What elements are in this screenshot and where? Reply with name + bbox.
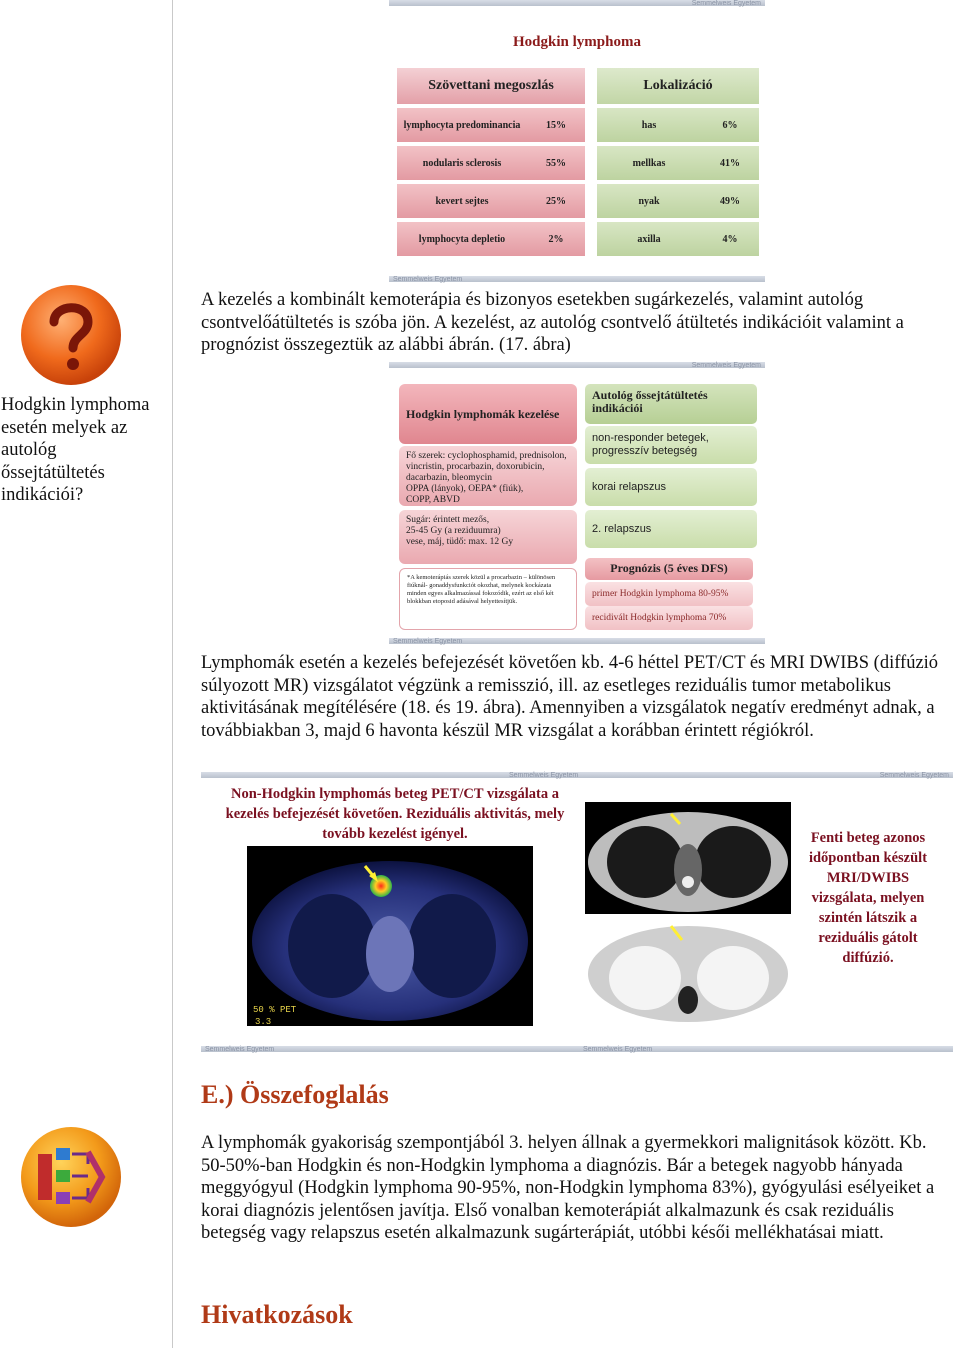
slide-title: Hodgkin lymphoma — [513, 34, 641, 50]
prognosis-title: Prognózis (5 éves DFS) — [585, 558, 753, 580]
prognosis-item: recidivált Hodgkin lymphoma 70% — [585, 606, 753, 630]
prognosis-item: primer Hodgkin lymphoma 80-95% — [585, 582, 753, 606]
pet-ct-image — [247, 846, 533, 1026]
localization-percent: 4% — [701, 222, 759, 256]
slide-brand: Semmelweis Egyetem — [393, 276, 463, 283]
slide-footer-strip — [201, 1046, 953, 1052]
pet-value: 3.3 — [255, 1017, 272, 1026]
pet-caption: Non-Hodgkin lymphomás beteg PET/CT vizsgálata a kezelés befejezését követően. Reziduális aktivitás, mely tovább kezelést igényel. — [225, 786, 565, 842]
auto-transplant-indication: non-responder betegek, progresszív betegség — [585, 426, 757, 464]
histology-percent: 55% — [527, 146, 585, 180]
slide-brand: Semmelweis Egyetem — [879, 772, 949, 779]
slide-brand: Semmelweis Egyetem — [691, 0, 761, 7]
slide-hodgkin-distribution — [389, 0, 765, 262]
paragraph-followup: Lymphomák esetén a kezelés befejezését követően kb. 4-6 héttel PET/CT és MRI DWIBS (diffúzió súlyozott MR) vizsgálatot végzünk a remisszió, ill. az esetleges reziduális tumor metabolikus aktivitásának megítélésére (18. és 19. ábra). Amennyiben a vizsgálatok negatív eredményt adnak, a továbbiakban 3, majd 6 havonta készül MR vizsgálat a korábban érintett régiókról. — [201, 653, 939, 741]
histology-type: lymphocyta predominancia — [397, 108, 527, 142]
histology-type: nodularis sclerosis — [397, 146, 527, 180]
paragraph-summary: A lymphomák gyakoriság szempontjából 3. helyen állnak a gyermekkori malignitások között. Kb. 50-50%-ban Hodgkin és non-Hodgkin lymphoma a diagnózis. Bár a betegek nagyobb hányada meggyógyul (Hodgkin lymphoma 90-95%, non-Hodgkin lymphoma 83%), gyógyulási esélyeiket a korai diagnózis jelentősen javítja. Első vonalban kemoterápiát alkalmazunk és csak reziduális betegség vagy relapszus esetén alkalmazunk sugárterápiát, utóbbi késői mellékhatásai miatt. — [201, 1133, 935, 1244]
localization-site: axilla — [597, 222, 701, 256]
localization-header: Lokalizáció — [597, 68, 759, 104]
side-question: Hodgkin lymphoma esetén melyek az autológ őssejtátültetés indikációi? — [1, 395, 150, 506]
localization-percent: 6% — [701, 108, 759, 142]
localization-site: nyak — [597, 184, 701, 218]
auto-transplant-title: Autológ őssejtátültetés indikációi — [585, 384, 757, 424]
localization-percent: 41% — [701, 146, 759, 180]
localization-site: has — [597, 108, 701, 142]
histology-percent: 2% — [527, 222, 585, 256]
dwibs-image — [585, 918, 791, 1026]
mri-image — [585, 802, 791, 914]
footnote-box: *A kemoterápiás szerek közül a procarbazin – különösen fiúknál- gonaddysfunkciót okozhat, melynek kockázata minden egyes alkalmazással fokozódik, ezért az első két blokkban etoposid adásával helyettesítjük. — [399, 568, 577, 630]
slide-brand: Semmelweis Egyetem — [205, 1046, 275, 1053]
slide-brand: Semmelweis Egyetem — [691, 362, 761, 369]
histology-percent: 25% — [527, 184, 585, 218]
slide-brand: Semmelweis Egyetem — [509, 772, 579, 779]
drugs-box: Fő szerek: cyclophosphamid, prednisolon, vincristin, procarbazin, doxorubicin, dacarbazin, bleomycin OPPA (lányok), OEPA* (fiúk), COPP, ABVD — [399, 446, 577, 506]
treatment-title-box: Hodgkin lymphomák kezelése — [399, 384, 577, 444]
histology-header: Szövettani megoszlás — [397, 68, 585, 104]
radiation-box: Sugár: érintett mezős, 25-45 Gy (a reziduumra) vese, máj, tüdő: max. 12 Gy — [399, 510, 577, 564]
auto-transplant-indication: korai relapszus — [585, 468, 757, 506]
section-heading-references: Hivatkozások — [201, 1300, 353, 1329]
auto-transplant-indication: 2. relapszus — [585, 510, 757, 548]
pet-scale-label: 50 % PET — [253, 1005, 297, 1015]
flowchart-icon — [18, 1124, 124, 1230]
histology-type: lymphocyta depletio — [397, 222, 527, 256]
paragraph-treatment: A kezelés a kombinált kemoterápia és bizonyos esetekben sugárkezelés, valamint autológ csontvelőátültetés is szóba jön. A kezelést, az autológ csontvelő átültetés indikációit valamint a prognózist összegeztük az alábbi ábrán. (17. ábra) — [201, 290, 904, 356]
localization-site: mellkas — [597, 146, 701, 180]
slide-imaging — [201, 772, 953, 1038]
slide-brand: Semmelweis Egyetem — [393, 638, 463, 645]
slide-treatment — [389, 362, 765, 634]
histology-percent: 15% — [527, 108, 585, 142]
margin-divider — [172, 0, 173, 1348]
histology-type: kevert sejtes — [397, 184, 527, 218]
section-heading-summary: E.) Összefoglalás — [201, 1080, 389, 1109]
question-mark-icon — [18, 282, 124, 388]
localization-percent: 49% — [701, 184, 759, 218]
mri-caption: Fenti beteg azonos időpontban készült MRI/DWIBS vizsgálata, melyen szintén látszik a reziduális gátolt diffúzió. — [808, 830, 928, 966]
slide-brand: Semmelweis Egyetem — [583, 1046, 653, 1053]
